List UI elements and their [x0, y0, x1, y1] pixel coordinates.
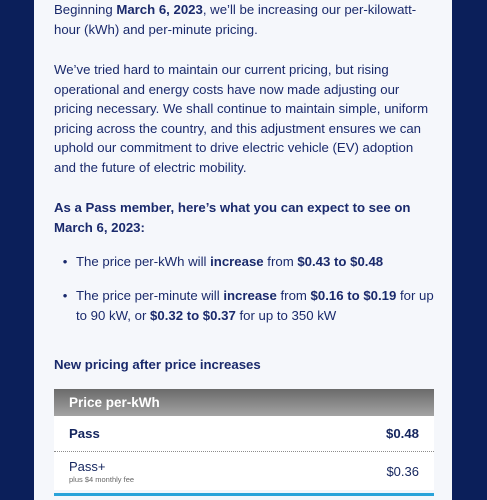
bullet-kwh-t2: increase	[210, 254, 264, 269]
bullet-kwh-price	[54, 252, 434, 272]
bullet-minute-t4: $0.16 to $0.19	[310, 288, 397, 303]
bullet-kwh-t3: from	[263, 254, 298, 269]
pricing-row-label: Pass	[69, 425, 100, 441]
bullet-minute-t2: increase	[223, 288, 277, 303]
table-bottom-accent	[54, 493, 434, 496]
bullet-minute-t1: The price per-minute will	[76, 288, 224, 303]
bullet-kwh-text	[76, 252, 434, 272]
bullet-minute-t7: for up to 350 kW	[235, 307, 337, 323]
bullet-minute-t5: for up to 90 kW, or	[76, 288, 434, 323]
intro-prefix: Beginning	[54, 2, 117, 17]
intro-paragraph	[54, 0, 434, 39]
bullet-dot: •	[62, 288, 68, 303]
bullet-minute-t3: from	[276, 288, 311, 303]
pricing-row-value: $0.48	[385, 425, 419, 441]
new-pricing-heading: New pricing after price increases	[54, 357, 261, 372]
bullet-minute-text	[76, 286, 434, 325]
bullet-dot: •	[62, 254, 68, 269]
bullet-minute-price	[54, 286, 434, 325]
pricing-table	[54, 389, 434, 490]
pricing-table-header: Price per-kWh	[54, 389, 434, 416]
pricing-row-label: Pass+	[69, 459, 106, 474]
pricing-row-pass	[54, 416, 434, 452]
pricing-row-sublabel: plus $4 monthly fee	[69, 475, 135, 484]
pricing-row-pass-plus	[54, 452, 434, 490]
bullet-kwh-t1: The price per-kWh will	[76, 254, 211, 269]
bullet-kwh-t4: $0.43 to $0.48	[297, 254, 384, 269]
bullet-minute-t6: $0.32 to $0.37	[150, 307, 236, 323]
pass-member-heading: As a Pass member, here’s what you can expect to see on March 6, 2023:	[54, 200, 411, 235]
email-card	[34, 0, 452, 500]
pricing-explanation-paragraph: We’ve tried hard to maintain our current pricing, but rising operational and energy costs have now made adjusting our pricing necessary. We shall continue to maintain simple, uniform pricing across the country, and this adjustment ensures we can uphold our commitment to drive electric vehicle (EV) adoption and the future of electric mobility.	[54, 62, 429, 175]
intro-suffix: , we’ll be increasing our per-kilowatt-hour (kWh) and per-minute pricing.	[54, 2, 417, 37]
intro-date: March 6, 2023	[116, 2, 203, 17]
pricing-row-value: $0.36	[386, 464, 419, 479]
